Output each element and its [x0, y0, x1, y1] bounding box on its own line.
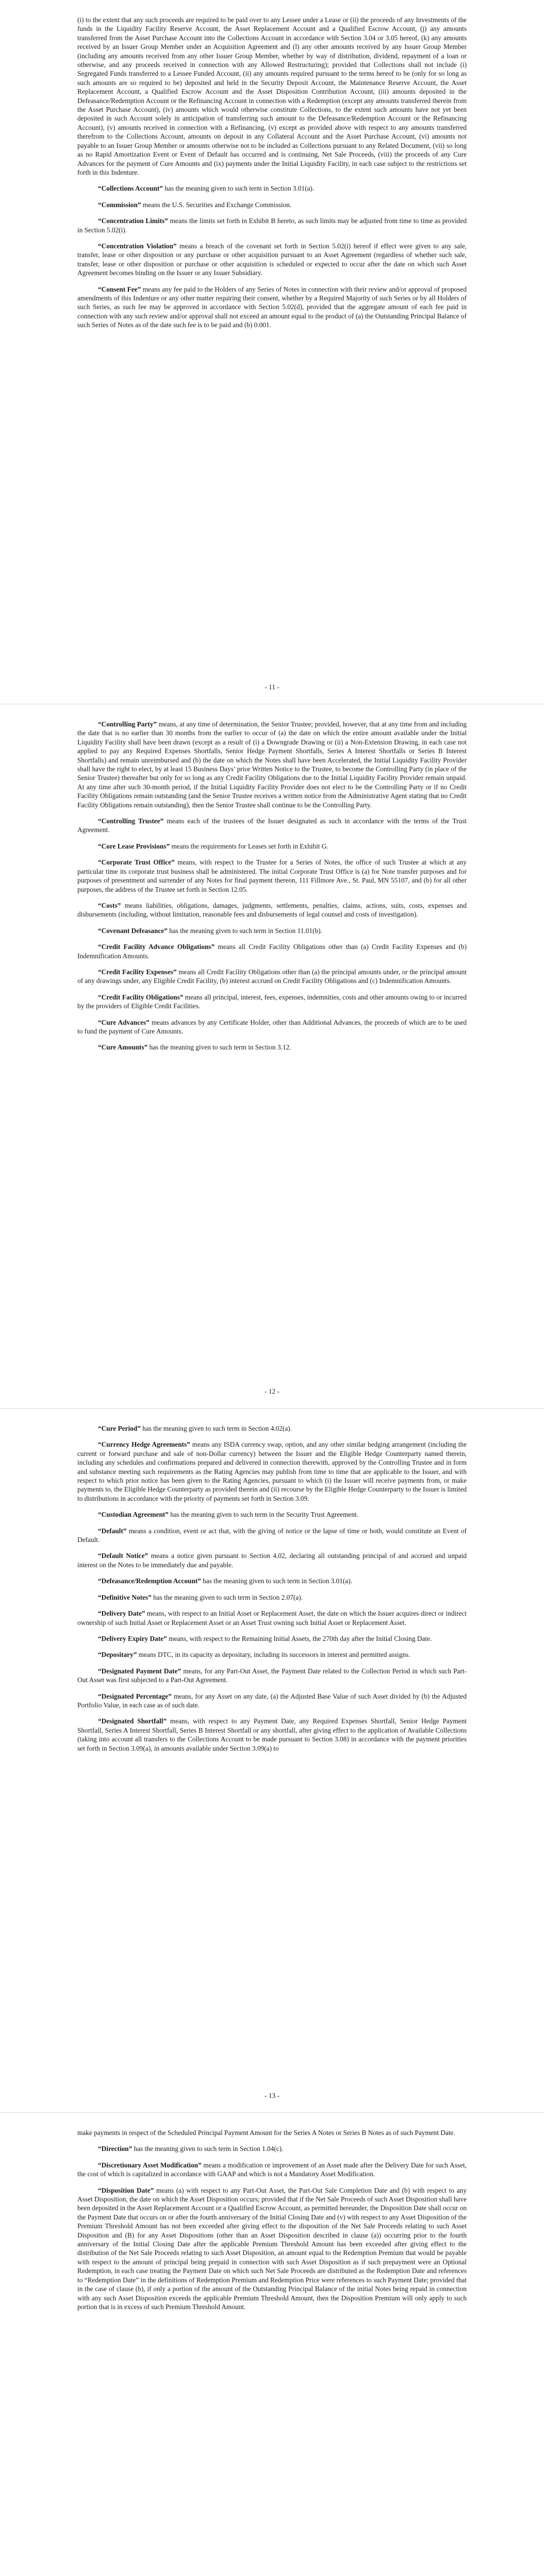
definition-paragraph — [77, 285, 467, 330]
definition-text: has the meaning given to such term in Section 1.04(c). — [132, 2145, 284, 2153]
definition-text: means (a) with respect to any Part-Out Asset, the Part-Out Sale Completion Date and (b) with respect to any Asset Disposition, the date on which the Asset Disposition occurs; provided that if the Net Sale Proceeds of such Asset Disposition shall have been deposited in the Asset Replacement Account or a Qualified Escrow Account, as permitted hereunder, the Disposition Date shall occur on the Payment Date that occurs on or after the fourth anniversary of the Initial Closing Date and (v) with respect to any Asset Disposition of the Premium Threshold Amount has not been exceeded after giving effect to the disposition of the Net Sale Proceeds relating to such Asset Disposition and (B) for any Asset Dispositions (other than an Asset Disposition described in clause (a)) occurring prior to the fourth anniversary of the Initial Closing Date after the applicable Premium Threshold Amount has been exceeded after giving effect to the distribution of the Net Sale Proceeds relating to such Asset Disposition, an amount equal to the Redemption Premium that would be payable with respect to the amount of principal being prepaid in connection with such Asset Disposition as if such prepayment were an Optional Redemption, in each case treating the Payment Date on which such Net Sale Proceeds are distributed as the Redemption Date and references to “Redemption Date” in the definitions of Redemption Premium and Redemption Price were references to such Payment Date; provided that in the case of clause (b), if only a portion of the amount of the Outstanding Principal Balance of the initial Notes being repaid in connection with any such Asset Disposition exceeds the applicable Premium Threshold Amount, then the Disposition Premium will only apply to such portion that is in excess of such Premium Threshold Amount. — [77, 2186, 467, 2311]
defined-term: “Consent Fee” — [98, 285, 141, 293]
definition-text: means, for any Asset on any date, (a) the Adjusted Base Value of such Asset divided by (b) the Adjusted Portfolio Value, in each case as of such date. — [77, 1692, 467, 1709]
definition-text: has the meaning given to such term in Section 3.01(a). — [162, 184, 315, 193]
definition-text: means the requirements for Leases set forth in Exhibit G. — [170, 842, 328, 850]
defined-term: “Designated Shortfall” — [98, 1717, 167, 1725]
definition-paragraph — [77, 184, 467, 193]
page-number: - 13 - — [265, 2092, 279, 2099]
definition-text: means the U.S. Securities and Exchange Commission. — [141, 200, 292, 209]
defined-term: “Credit Facility Advance Obligations” — [98, 943, 215, 951]
definition-text: means liabilities, obligations, damages, judgments, settlements, penalties, claims, actions, suits, costs, expenses and disbursements (including, without limitation, reasonable fees and disbursements of legal counsel and costs of investigation). — [77, 901, 467, 919]
definition-paragraph — [77, 942, 467, 960]
definition-paragraph — [77, 858, 467, 894]
definition-text: means the limits set forth in Exhibit B hereto, as such limits may be adjusted from time to time as provided in Section 5.02(i). — [77, 217, 467, 234]
definition-text: means each of the trustees of the Issuer designated as such in accordance with the terms of the Trust Agreement. — [77, 817, 467, 834]
definition-text: has the meaning given to such term in Section 3.12. — [147, 1043, 291, 1052]
defined-term: “Designated Payment Date” — [98, 1667, 182, 1675]
definition-paragraph — [77, 901, 467, 919]
document-page-14 — [0, 2113, 544, 2576]
defined-term: “Covenant Defeasance” — [98, 926, 168, 935]
defined-term: “Depositary” — [98, 1651, 137, 1659]
continuation-paragraph: make payments in respect of the Scheduled Principal Payment Amount for the Series A Notes or Series B Notes as of such Payment Date. — [77, 2129, 455, 2137]
page-number: - 11 - — [265, 683, 279, 691]
definition-text: has the meaning given to such term in Section 3.01(a). — [201, 1577, 353, 1585]
definition-text: means, with respect to any Payment Date, any Required Expenses Shortfall, Senior Hedge Payment Shortfall, Series A Interest Shortfall, Series B Interest Shortfall or any shortfall, after giving effect to the application of Available Collections (taking into account all transfers to the Collections Account to be made pursuant to Section 3.08) in accordance with the payment priorities set forth in Section 3.09(a), in amounts available under Section 3.09(a) to — [77, 1717, 467, 1752]
definition-paragraph — [77, 1527, 467, 1545]
defined-term: “Corporate Trust Office” — [98, 858, 175, 867]
definition-text: means advances by any Certificate Holder, other than Additional Advances, the proceeds of which are to be used to fund the payment of Cure Amounts. — [77, 1018, 467, 1035]
definition-paragraph — [77, 2186, 467, 2312]
definition-text: means any ISDA currency swap, option, and any other similar hedging arrangement (including the current or forward purchase and sale of non-Dollar currency) between the Issuer and the Eligible Hedge Counterparty named therein, including any schedules and confirmations prepared and delivered in connection therewith, approved by the Controlling Trustee and in form and substance meeting such requirements as the Rating Agencies may publish from time to time that are applicable to the Issuer, and with respect to which prior notice has been given to the Rating Agencies, pursuant to which (i) the Issuer will receive payments from, or make payments to, the Eligible Hedge Counterparty as provided therein and (ii) recourse by the Eligible Hedge Counterparty to the Issuer is limited to distributions in accordance with the priority of payments set forth in Section 3.09. — [77, 1440, 467, 1502]
defined-term: “Concentration Violation” — [98, 242, 177, 250]
defined-term: “Custodian Agreement” — [98, 1511, 169, 1519]
defined-term: “Controlling Party” — [98, 720, 157, 728]
page-number: - 12 - — [265, 1387, 279, 1395]
definition-text: has the meaning given to such term in Section 11.01(b). — [167, 926, 322, 935]
document-page-13 — [0, 1409, 544, 2112]
defined-term: “Controlling Trustee” — [98, 817, 164, 825]
definition-paragraph — [77, 1440, 467, 1503]
definition-paragraph — [77, 1551, 467, 1569]
definition-paragraph — [77, 1593, 467, 1602]
definition-paragraph — [77, 1043, 467, 1052]
definition-paragraph — [77, 216, 467, 234]
definition-paragraph — [77, 1692, 467, 1710]
defined-term: “Discretionary Asset Modification” — [98, 2161, 202, 2169]
definition-text: means all Credit Facility Obligations other than (a) Credit Facility Expenses and (b) Indemnification Amounts. — [77, 943, 467, 960]
definition-text: means, with respect to the Trustee for a Series of Notes, the office of such Trustee at which at any particular time its corporate trust business shall be administered. The initial Corporate Trust Office is (a) for Note transfer purposes and for purposes of presentment and surrender of any Notes for final payment thereon, 111 Fillmore Ave., St. Paul, MN 55107, and (b) for all other purposes, the address of the Trustee set forth in Section 12.05. — [77, 858, 467, 893]
definition-text: means, for any Part-Out Asset, the Payment Date related to the Collection Period in which such Part-Out Asset was first subjected to a Part-Out Agreement. — [77, 1667, 467, 1684]
definition-text: means DTC, in its capacity as depositary, including its successors in interest and permitted assigns. — [137, 1651, 410, 1659]
definition-paragraph — [77, 993, 467, 1011]
defined-term: “Collections Account” — [98, 184, 163, 193]
defined-term: “Definitive Notes” — [98, 1593, 152, 1601]
defined-term: “Default Notice” — [98, 1552, 149, 1560]
definition-paragraph — [77, 1667, 467, 1685]
definition-paragraph — [77, 817, 467, 835]
page-body — [77, 2128, 467, 2318]
definition-paragraph — [77, 200, 467, 209]
definition-paragraph — [77, 1650, 467, 1659]
definition-text: has the meaning given to such term in the Security Trust Agreement. — [168, 1511, 358, 1519]
definition-paragraph — [77, 926, 467, 935]
defined-term: “Currency Hedge Agreements” — [98, 1440, 190, 1449]
defined-term: “Cure Period” — [98, 1425, 141, 1432]
definition-paragraph — [77, 1510, 467, 1519]
definition-paragraph — [77, 242, 467, 278]
defined-term: “Disposition Date” — [98, 2186, 154, 2194]
document-page-12 — [0, 704, 544, 1408]
definition-text: means a condition, event or act that, with the giving of notice or the lapse of time or both, would constitute an Event of Default. — [77, 1527, 467, 1544]
definition-text: means a notice given pursuant to Section 4.02, declaring all outstanding principal of and accrued and unpaid interest on the Notes to be immediately due and payable. — [77, 1552, 467, 1569]
defined-term: “Delivery Date” — [98, 1609, 145, 1618]
defined-term: “Default” — [98, 1527, 127, 1535]
definition-paragraph — [77, 2144, 467, 2153]
defined-term: “Defeasance/Redemption Account” — [98, 1577, 201, 1585]
document-page-11 — [0, 0, 544, 704]
definition-text: has the meaning given to such term in Section 4.02(a). — [140, 1425, 292, 1432]
page-body — [77, 15, 467, 337]
defined-term: “Concentration Limits” — [98, 217, 168, 225]
page-body — [77, 720, 467, 1059]
definition-paragraph — [77, 968, 467, 986]
definition-text: means, at any time of determination, the Senior Trustee; provided, however, that at any time from and including the date that is no earlier than 30 months from the earlier to occur of (a) the date on which the entire amount available under the Initial Liquidity Facility shall have been drawn (except as a result of (i) a Downgrade Drawing or (ii) a Non-Extension Drawing, in each case not applied to pay any Required Expenses Shortfalls, Senior Hedge Payment Shortfalls, Series A Interest Shortfalls or Series B Interest Shortfalls) and remain unreimbursed and (b) the date on which the Notes shall have been Accelerated, the Initial Liquidity Facility Provider shall have the right to elect, by at least 15 Business Days’ prior Written Notice to the Trustee, to become the Controlling Party (in place of the Senior Trustee) thereafter but only for so long as any Credit Facility Obligations due to the Initial Liquidity Facility Provider remain unpaid. At any time after such 30-month period, if the Initial Liquidity Facility Provider does not elect to be the Controlling Party or if no Credit Facility Obligations remain outstanding (and the Senior Trustee receives a written notice from the Administrative Agent stating that no Credit Facility Obligations remain outstanding), then the Senior Trustee shall continue to be the Controlling Party. — [77, 720, 467, 809]
definition-text: means a modification or improvement of an Asset made after the Delivery Date for such Asset, the cost of which is capitalized in accordance with GAAP and which is not a Mandatory Asset Modification. — [77, 2161, 467, 2178]
page-body — [77, 1424, 467, 1760]
definition-text: has the meaning given to such term in Section 2.07(a). — [151, 1593, 303, 1601]
definition-text: means all Credit Facility Obligations other than (a) the principal amounts under, or the principal amount of any drawings under, any Eligible Credit Facility, (b) interest accrued on Credit Facility Obligations and (c) Indemnification Amounts. — [77, 968, 467, 985]
definition-text: means any fee paid to the Holders of any Series of Notes in connection with their review and/or approval of proposed amendments of this Indenture or any other matter requiring their consent, whether by a Required Majority of such Series or by all Holders of such Series, as such fee may be approved in accordance with Section 5.02(d), provided that the aggregate amount of each fee paid in connection with any such review and/or approval shall not exceed an amount equal to the product of (a) the Outstanding Principal Balance of such Series of Notes as of the date such fee is to be paid and (b) 0.001. — [77, 285, 467, 329]
definition-paragraph — [77, 1424, 467, 1433]
defined-term: “Commission” — [98, 200, 141, 209]
definition-paragraph — [77, 842, 467, 851]
definition-text: means, with respect to an Initial Asset or Replacement Asset, the date on which the Issuer acquires direct or indirect ownership of such Initial Asset or Replacement Asset or an Asset Trust owning such Initial Asset or Replacement Asset. — [77, 1609, 467, 1626]
definition-paragraph — [77, 1634, 467, 1643]
definition-paragraph — [77, 1609, 467, 1627]
definition-paragraph — [77, 1717, 467, 1753]
defined-term: “Credit Facility Obligations” — [98, 993, 184, 1001]
defined-term: “Core Lease Provisions” — [98, 842, 170, 850]
defined-term: “Designated Percentage” — [98, 1692, 172, 1700]
definition-text: means, with respect to the Remaining Initial Assets, the 270th day after the Initial Closing Date. — [167, 1634, 432, 1642]
defined-term: “Costs” — [98, 901, 121, 909]
defined-term: “Credit Facility Expenses” — [98, 968, 177, 976]
definition-paragraph — [77, 720, 467, 809]
definition-text: means a breach of the covenant set forth in Section 5.02(i) hereof if effect were given to any sale, transfer, lease or other disposition or any purchase or other acquisition pursuant to an Asset Agreement (regardless of whether such sale, transfer, lease or other disposition or purchase or other acquisition is scheduled or expected to occur after the date on which such Asset Agreement becomes binding on the Issuer or any Issuer Subsidiary. — [77, 242, 467, 277]
definition-text: means all principal, interest, fees, expenses, indemnities, costs and other amounts owing to or incurred by the providers of Eligible Credit Facilities. — [77, 993, 467, 1010]
continuation-paragraph: (i) to the extent that any such proceeds are required to be paid over to any Lessee under a Lease or (ii) the proceeds of any Investments of the funds in the Liquidity Facility Reserve Account, the Asset Replacement Account and a Qualified Escrow Account, (j) any amounts transferred from the Asset Purchase Account into the Collections Account in accordance with Section 3.04 or 3.05 hereof, (k) any amounts received by an Issuer Group Member under an Acquisition Agreement and (l) any other amounts received by any Issuer Group Member (including any amounts received from any other Issuer Group Member, whether by way of distribution, dividend, repayment of a loan or otherwise, and any proceeds received in connection with any Allowed Restructuring); provided that Collections shall not include (i) Segregated Funds transferred to a Lessee Funded Account, (ii) any amounts required pursuant to the terms hereof to be (only for so long as such amounts are so required to be) deposited and held in the Security Deposit Account, the Maintenance Reserve Account, the Asset Replacement Account, a Qualified Escrow Account and the Asset Disposition Contribution Account, (iii) amounts deposited in the Defeasance/Redemption Account or the Refinancing Account in connection with a Redemption (except any amounts transferred therein from the Asset Purchase Account), (iv) amounts which would otherwise constitute Collections, to the extent such amounts have not yet been deposited in such Account solely in anticipation of transferring such amount to the Defeasance/Redemption Account or the Refinancing Account), (v) amounts received in connection with a Refinancing, (v) except as provided above with respect to any amounts transferred therefrom to the Collections Account, amounts on deposit in any Collateral Account and the Asset Purchase Account, (vi) amounts not payable to an Issuer Group Member or amounts otherwise not to be included as Collections pursuant to any Related Document, (vii) so long as no Rapid Amortization Event or Event of Default has occurred and is continuing, Net Sale Proceeds, (viii) the proceeds of any Cure Advances for the payment of Cure Amounts and (ix) payments under the Initial Liquidity Facility, in each case subject to the restrictions set forth in this Indenture. — [77, 16, 467, 176]
defined-term: “Cure Amounts” — [98, 1043, 148, 1052]
definition-paragraph — [77, 1018, 467, 1036]
definition-paragraph — [77, 1577, 467, 1585]
defined-term: “Cure Advances” — [98, 1018, 150, 1026]
defined-term: “Direction” — [98, 2145, 133, 2153]
defined-term: “Delivery Expiry Date” — [98, 1634, 167, 1642]
definition-paragraph — [77, 2161, 467, 2179]
